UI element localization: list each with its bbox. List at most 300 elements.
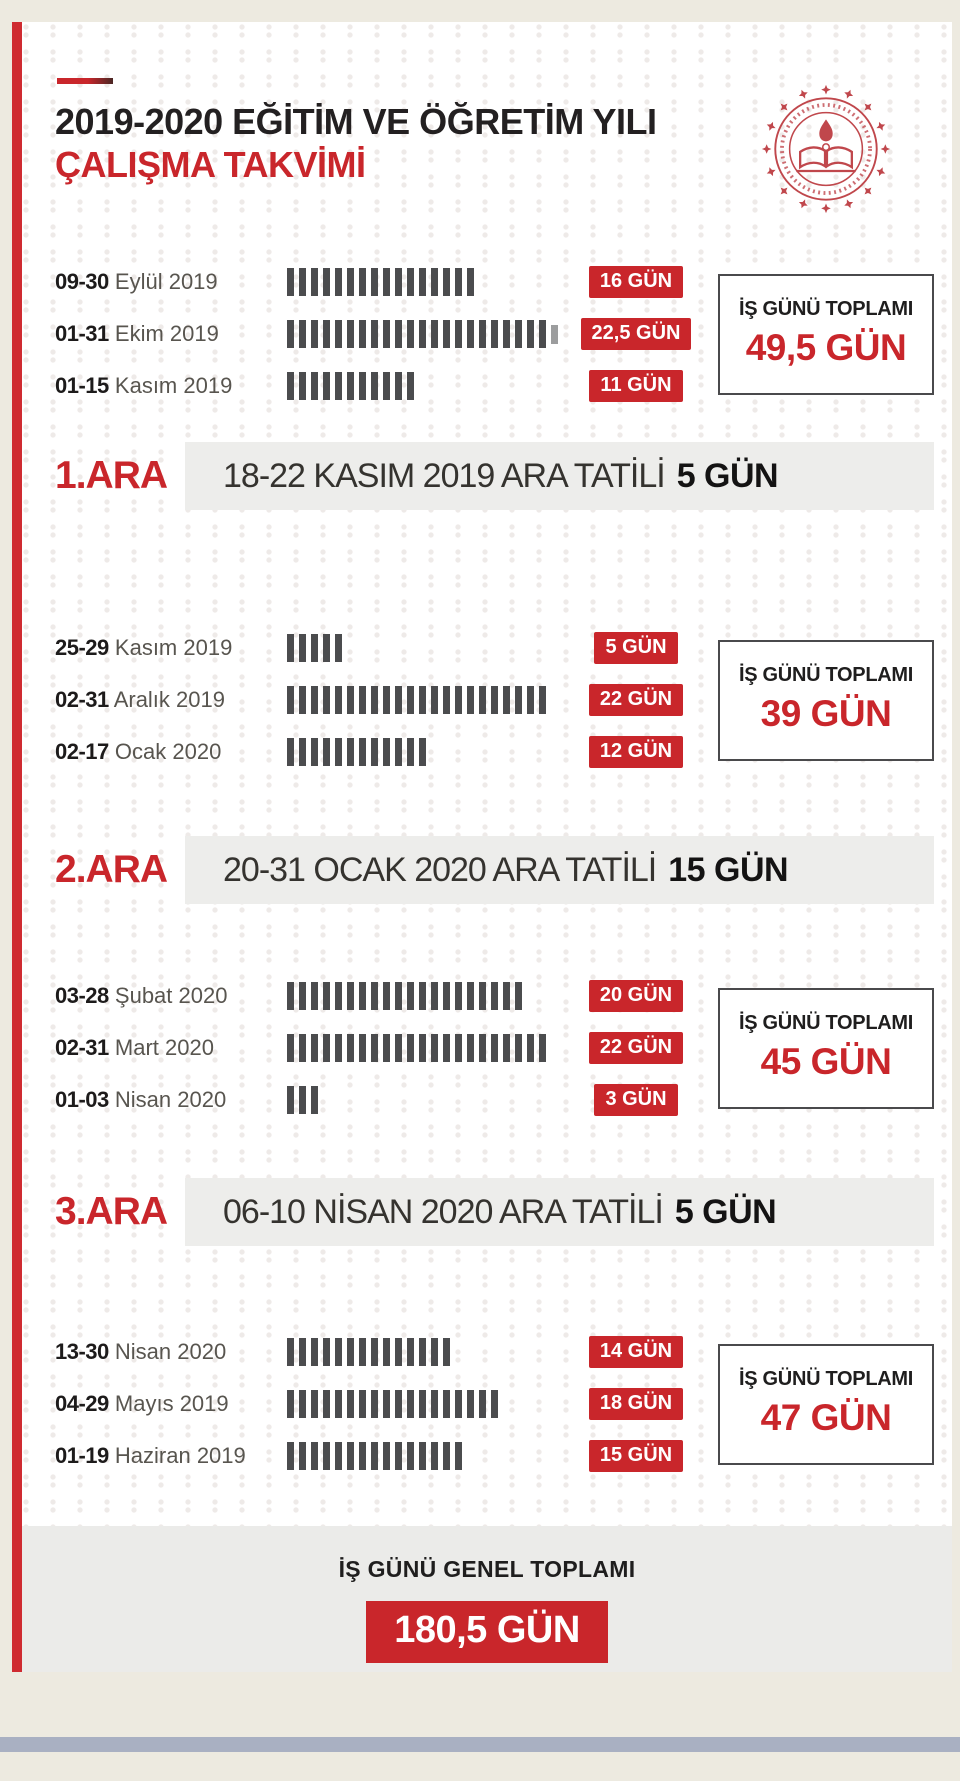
date-month: Nisan 2020 xyxy=(114,1087,227,1113)
break-label: 2.ARA xyxy=(55,848,168,892)
month-row xyxy=(55,1430,700,1482)
badge-column xyxy=(573,632,699,664)
tally-tick xyxy=(311,372,318,400)
tally-tick xyxy=(503,1034,510,1062)
tally-tick xyxy=(359,268,366,296)
month-row xyxy=(55,970,700,1022)
tally-tick xyxy=(383,982,390,1010)
tally-tick xyxy=(371,982,378,1010)
total-box xyxy=(718,640,934,761)
tally-tick xyxy=(431,1390,438,1418)
tally-tick xyxy=(395,320,402,348)
tally-tick xyxy=(323,1442,330,1470)
tally-tick xyxy=(323,268,330,296)
tally-tick xyxy=(323,634,330,662)
tally-tick xyxy=(287,1034,294,1062)
tally-tick xyxy=(311,686,318,714)
date-month: Eylül 2019 xyxy=(114,269,218,295)
break-row xyxy=(55,442,934,510)
tally-tick xyxy=(323,686,330,714)
tally-tick xyxy=(311,982,318,1010)
month-row xyxy=(55,674,700,726)
tally-tick xyxy=(407,1390,414,1418)
tally-tick xyxy=(323,1034,330,1062)
total-label: İŞ GÜNÜ TOPLAMI xyxy=(738,1367,914,1390)
break-days: 5 GÜN xyxy=(676,456,779,495)
tally-tick xyxy=(347,320,354,348)
tally-tick xyxy=(431,686,438,714)
tally-tick xyxy=(371,738,378,766)
date-range: 25-29 xyxy=(55,635,109,661)
tally-tick xyxy=(347,1034,354,1062)
tally-tick xyxy=(467,268,474,296)
tally-tick xyxy=(407,320,414,348)
month-row xyxy=(55,726,700,778)
section-rows xyxy=(55,1326,700,1482)
tally-tick xyxy=(539,320,546,348)
tally-tick xyxy=(455,1390,462,1418)
tally-tick xyxy=(395,1034,402,1062)
tally-tick xyxy=(335,1390,342,1418)
tally-tick xyxy=(359,738,366,766)
tally-tick xyxy=(299,738,306,766)
tally-tick xyxy=(371,1034,378,1062)
tally-tick xyxy=(419,1338,426,1366)
tally-tick xyxy=(299,1442,306,1470)
badge-column xyxy=(573,980,699,1012)
tally-tick xyxy=(335,372,342,400)
tally-tick xyxy=(299,372,306,400)
day-badge: 18 GÜN xyxy=(589,1388,683,1420)
date-month: Aralık 2019 xyxy=(113,687,225,713)
day-badge: 20 GÜN xyxy=(589,980,683,1012)
tally-tick xyxy=(491,982,498,1010)
break-text: 06-10 NİSAN 2020 ARA TATİLİ xyxy=(223,1192,663,1231)
tally-tick xyxy=(455,1442,462,1470)
tally-tick xyxy=(311,1442,318,1470)
tally-tick xyxy=(467,1034,474,1062)
tally-tick xyxy=(287,634,294,662)
tally-tick xyxy=(419,1442,426,1470)
tally-tick xyxy=(419,1034,426,1062)
date-range: 04-29 xyxy=(55,1391,109,1417)
total-value: 45 GÜN xyxy=(760,1040,892,1082)
tally-tick xyxy=(383,1390,390,1418)
tally-tick xyxy=(287,1338,294,1366)
section-rows xyxy=(55,256,700,412)
date-range: 03-28 xyxy=(55,983,109,1009)
break-days: 5 GÜN xyxy=(674,1192,777,1231)
tally-tick xyxy=(311,268,318,296)
tally-tick xyxy=(383,738,390,766)
tally-tick xyxy=(539,686,546,714)
tally-tick xyxy=(431,268,438,296)
tally-tick xyxy=(299,634,306,662)
row-label xyxy=(55,687,287,713)
tally-tick xyxy=(347,372,354,400)
work-period-section xyxy=(55,622,934,778)
tally-tick xyxy=(287,982,294,1010)
date-range: 01-03 xyxy=(55,1087,109,1113)
tally-tick xyxy=(431,1034,438,1062)
bottom-divider-bar xyxy=(0,1737,960,1752)
tally-tick xyxy=(443,268,450,296)
tally-tick xyxy=(335,1442,342,1470)
tally-tick xyxy=(323,738,330,766)
date-month: Haziran 2019 xyxy=(114,1443,246,1469)
tally-tick xyxy=(443,686,450,714)
tally-tick xyxy=(491,1034,498,1062)
tally-tick xyxy=(299,1086,306,1114)
tally-tick xyxy=(371,320,378,348)
tally-tick xyxy=(395,1338,402,1366)
badge-column xyxy=(573,1336,699,1368)
row-label xyxy=(55,739,287,765)
total-value: 47 GÜN xyxy=(760,1396,892,1438)
break-row xyxy=(55,836,934,904)
tally-tick xyxy=(371,1442,378,1470)
tally-tick xyxy=(455,268,462,296)
tally-tick xyxy=(347,1442,354,1470)
day-badge: 22 GÜN xyxy=(589,684,683,716)
tally-tick xyxy=(539,1034,546,1062)
tally-tick xyxy=(359,686,366,714)
tally-tick xyxy=(395,268,402,296)
tally-tick xyxy=(431,1338,438,1366)
date-range: 02-17 xyxy=(55,739,109,765)
tally-tick xyxy=(395,372,402,400)
break-banner xyxy=(185,1178,934,1246)
row-label xyxy=(55,373,287,399)
tally-tick xyxy=(335,982,342,1010)
tally-marks xyxy=(287,1338,573,1366)
date-month: Mart 2020 xyxy=(114,1035,214,1061)
tally-tick xyxy=(407,1034,414,1062)
row-label xyxy=(55,269,287,295)
tally-tick xyxy=(311,1338,318,1366)
tally-tick xyxy=(503,982,510,1010)
tally-marks xyxy=(287,982,573,1010)
tally-tick xyxy=(335,1338,342,1366)
tally-tick xyxy=(515,686,522,714)
work-period-section xyxy=(55,256,934,412)
tally-tick xyxy=(299,320,306,348)
break-label: 1.ARA xyxy=(55,454,168,498)
tally-tick xyxy=(323,1338,330,1366)
break-text: 20-31 OCAK 2020 ARA TATİLİ xyxy=(223,850,657,889)
tally-tick xyxy=(287,1442,294,1470)
break-label: 3.ARA xyxy=(55,1190,168,1234)
tally-tick xyxy=(287,1086,294,1114)
tally-tick xyxy=(347,1390,354,1418)
badge-column xyxy=(573,318,699,350)
tally-tick xyxy=(407,982,414,1010)
break-days: 15 GÜN xyxy=(668,850,789,889)
tally-tick xyxy=(359,372,366,400)
tally-tick xyxy=(455,686,462,714)
tally-tick xyxy=(311,1390,318,1418)
calendar-panel xyxy=(22,22,952,1672)
tally-tick xyxy=(479,686,486,714)
tally-tick xyxy=(455,1034,462,1062)
tally-tick xyxy=(371,1338,378,1366)
tally-tick xyxy=(479,1390,486,1418)
tally-tick xyxy=(455,320,462,348)
date-range: 01-31 xyxy=(55,321,109,347)
month-row xyxy=(55,622,700,674)
row-label xyxy=(55,1443,287,1469)
work-period-section xyxy=(55,1326,934,1482)
day-badge: 3 GÜN xyxy=(594,1084,677,1116)
tally-tick xyxy=(431,982,438,1010)
tally-marks xyxy=(287,1390,573,1418)
tally-tick-half xyxy=(551,325,558,344)
tally-tick xyxy=(515,320,522,348)
row-label xyxy=(55,635,287,661)
month-row xyxy=(55,1022,700,1074)
total-value: 39 GÜN xyxy=(760,692,892,734)
tally-tick xyxy=(503,320,510,348)
tally-tick xyxy=(431,1442,438,1470)
page-title: 2019-2020 EĞİTİM VE ÖĞRETİM YILI xyxy=(55,101,657,142)
tally-tick xyxy=(479,982,486,1010)
tally-tick xyxy=(395,1442,402,1470)
tally-tick xyxy=(515,1034,522,1062)
row-label xyxy=(55,321,287,347)
tally-tick xyxy=(479,1034,486,1062)
tally-tick xyxy=(299,268,306,296)
tally-tick xyxy=(335,686,342,714)
month-row xyxy=(55,1074,700,1126)
total-label: İŞ GÜNÜ TOPLAMI xyxy=(738,1011,914,1034)
tally-tick xyxy=(299,1034,306,1062)
tally-tick xyxy=(371,372,378,400)
title-dash xyxy=(57,78,113,84)
tally-tick xyxy=(383,372,390,400)
tally-tick xyxy=(299,686,306,714)
badge-column xyxy=(573,370,699,402)
break-banner xyxy=(185,836,934,904)
total-label: İŞ GÜNÜ TOPLAMI xyxy=(738,297,914,320)
tally-tick xyxy=(335,738,342,766)
tally-tick xyxy=(431,320,438,348)
tally-tick xyxy=(335,268,342,296)
badge-column xyxy=(573,684,699,716)
tally-tick xyxy=(527,686,534,714)
badge-column xyxy=(573,1032,699,1064)
tally-tick xyxy=(383,686,390,714)
tally-tick xyxy=(407,1442,414,1470)
date-range: 02-31 xyxy=(55,1035,109,1061)
tally-tick xyxy=(371,268,378,296)
tally-marks xyxy=(287,320,573,348)
badge-column xyxy=(573,1084,699,1116)
tally-tick xyxy=(335,1034,342,1062)
tally-tick xyxy=(347,1338,354,1366)
tally-marks xyxy=(287,686,573,714)
tally-tick xyxy=(383,268,390,296)
tally-tick xyxy=(383,1442,390,1470)
section-rows xyxy=(55,622,700,778)
tally-marks xyxy=(287,634,573,662)
tally-tick xyxy=(359,1034,366,1062)
tally-tick xyxy=(443,982,450,1010)
tally-tick xyxy=(323,372,330,400)
tally-tick xyxy=(479,320,486,348)
break-banner xyxy=(185,442,934,510)
date-range: 01-15 xyxy=(55,373,109,399)
row-label xyxy=(55,1391,287,1417)
tally-tick xyxy=(407,686,414,714)
day-badge: 5 GÜN xyxy=(594,632,677,664)
tally-tick xyxy=(491,1390,498,1418)
tally-tick xyxy=(287,738,294,766)
tally-tick xyxy=(359,1338,366,1366)
tally-tick xyxy=(287,268,294,296)
badge-column xyxy=(573,266,699,298)
break-text: 18-22 KASIM 2019 ARA TATİLİ xyxy=(223,456,665,495)
date-month: Ekim 2019 xyxy=(114,321,219,347)
tally-tick xyxy=(335,634,342,662)
tally-tick xyxy=(323,1390,330,1418)
total-box xyxy=(718,988,934,1109)
tally-tick xyxy=(467,320,474,348)
left-accent-bar xyxy=(12,22,22,1672)
month-row xyxy=(55,1326,700,1378)
tally-marks xyxy=(287,1086,573,1114)
tally-tick xyxy=(299,982,306,1010)
tally-tick xyxy=(443,1390,450,1418)
day-badge: 11 GÜN xyxy=(589,370,682,402)
tally-tick xyxy=(311,320,318,348)
day-badge: 16 GÜN xyxy=(589,266,683,298)
tally-tick xyxy=(443,1034,450,1062)
tally-tick xyxy=(407,1338,414,1366)
tally-tick xyxy=(527,320,534,348)
date-range: 09-30 xyxy=(55,269,109,295)
tally-tick xyxy=(419,982,426,1010)
tally-tick xyxy=(527,1034,534,1062)
date-month: Kasım 2019 xyxy=(114,635,233,661)
tally-tick xyxy=(371,686,378,714)
month-row xyxy=(55,360,700,412)
row-label xyxy=(55,983,287,1009)
tally-tick xyxy=(395,1390,402,1418)
tally-tick xyxy=(311,634,318,662)
row-label xyxy=(55,1035,287,1061)
grand-total-band xyxy=(22,1526,952,1672)
tally-tick xyxy=(311,1034,318,1062)
tally-tick xyxy=(455,982,462,1010)
grand-total-value: 180,5 GÜN xyxy=(366,1601,608,1663)
tally-tick xyxy=(347,738,354,766)
tally-tick xyxy=(419,1390,426,1418)
tally-tick xyxy=(491,320,498,348)
day-badge: 15 GÜN xyxy=(589,1440,683,1472)
date-range: 02-31 xyxy=(55,687,109,713)
badge-column xyxy=(573,1440,699,1472)
tally-tick xyxy=(323,320,330,348)
calendar-flow xyxy=(55,256,934,1482)
date-range: 13-30 xyxy=(55,1339,109,1365)
tally-marks xyxy=(287,372,573,400)
tally-tick xyxy=(503,686,510,714)
tally-tick xyxy=(359,320,366,348)
tally-tick xyxy=(395,686,402,714)
tally-tick xyxy=(311,738,318,766)
tally-tick xyxy=(443,1338,450,1366)
month-row xyxy=(55,308,700,360)
meb-ministry-seal-icon xyxy=(759,82,893,216)
section-rows xyxy=(55,970,700,1126)
day-badge: 22 GÜN xyxy=(589,1032,683,1064)
tally-tick xyxy=(419,686,426,714)
tally-tick xyxy=(287,372,294,400)
tally-marks xyxy=(287,738,573,766)
date-month: Ocak 2020 xyxy=(114,739,222,765)
tally-tick xyxy=(419,738,426,766)
tally-tick xyxy=(383,1338,390,1366)
tally-tick xyxy=(407,372,414,400)
page-subtitle: ÇALIŞMA TAKVİMİ xyxy=(55,144,366,186)
total-label: İŞ GÜNÜ TOPLAMI xyxy=(738,663,914,686)
tally-tick xyxy=(407,268,414,296)
day-badge: 22,5 GÜN xyxy=(581,318,692,350)
day-badge: 12 GÜN xyxy=(589,736,683,768)
tally-tick xyxy=(335,320,342,348)
tally-tick xyxy=(443,320,450,348)
tally-tick xyxy=(383,320,390,348)
tally-tick xyxy=(491,686,498,714)
row-label xyxy=(55,1339,287,1365)
tally-tick xyxy=(359,982,366,1010)
tally-tick xyxy=(323,982,330,1010)
tally-tick xyxy=(311,1086,318,1114)
tally-tick xyxy=(347,982,354,1010)
tally-tick xyxy=(299,1338,306,1366)
badge-column xyxy=(573,1388,699,1420)
tally-tick xyxy=(287,686,294,714)
tally-tick xyxy=(419,268,426,296)
month-row xyxy=(55,256,700,308)
row-label xyxy=(55,1087,287,1113)
date-month: Mayıs 2019 xyxy=(114,1391,229,1417)
tally-tick xyxy=(371,1390,378,1418)
tally-tick xyxy=(383,1034,390,1062)
tally-tick xyxy=(467,982,474,1010)
grand-total-label: İŞ GÜNÜ GENEL TOPLAMI xyxy=(338,1556,636,1583)
badge-column xyxy=(573,736,699,768)
tally-tick xyxy=(395,738,402,766)
tally-tick xyxy=(443,1442,450,1470)
tally-tick xyxy=(467,686,474,714)
tally-marks xyxy=(287,268,573,296)
tally-tick xyxy=(467,1390,474,1418)
header xyxy=(55,78,934,186)
tally-tick xyxy=(395,982,402,1010)
work-period-section xyxy=(55,970,934,1126)
total-value: 49,5 GÜN xyxy=(745,326,907,368)
tally-tick xyxy=(515,982,522,1010)
date-month: Kasım 2019 xyxy=(114,373,233,399)
tally-marks xyxy=(287,1442,573,1470)
day-badge: 14 GÜN xyxy=(589,1336,683,1368)
total-box xyxy=(718,274,934,395)
break-row xyxy=(55,1178,934,1246)
total-box xyxy=(718,1344,934,1465)
month-row xyxy=(55,1378,700,1430)
tally-marks xyxy=(287,1034,573,1062)
